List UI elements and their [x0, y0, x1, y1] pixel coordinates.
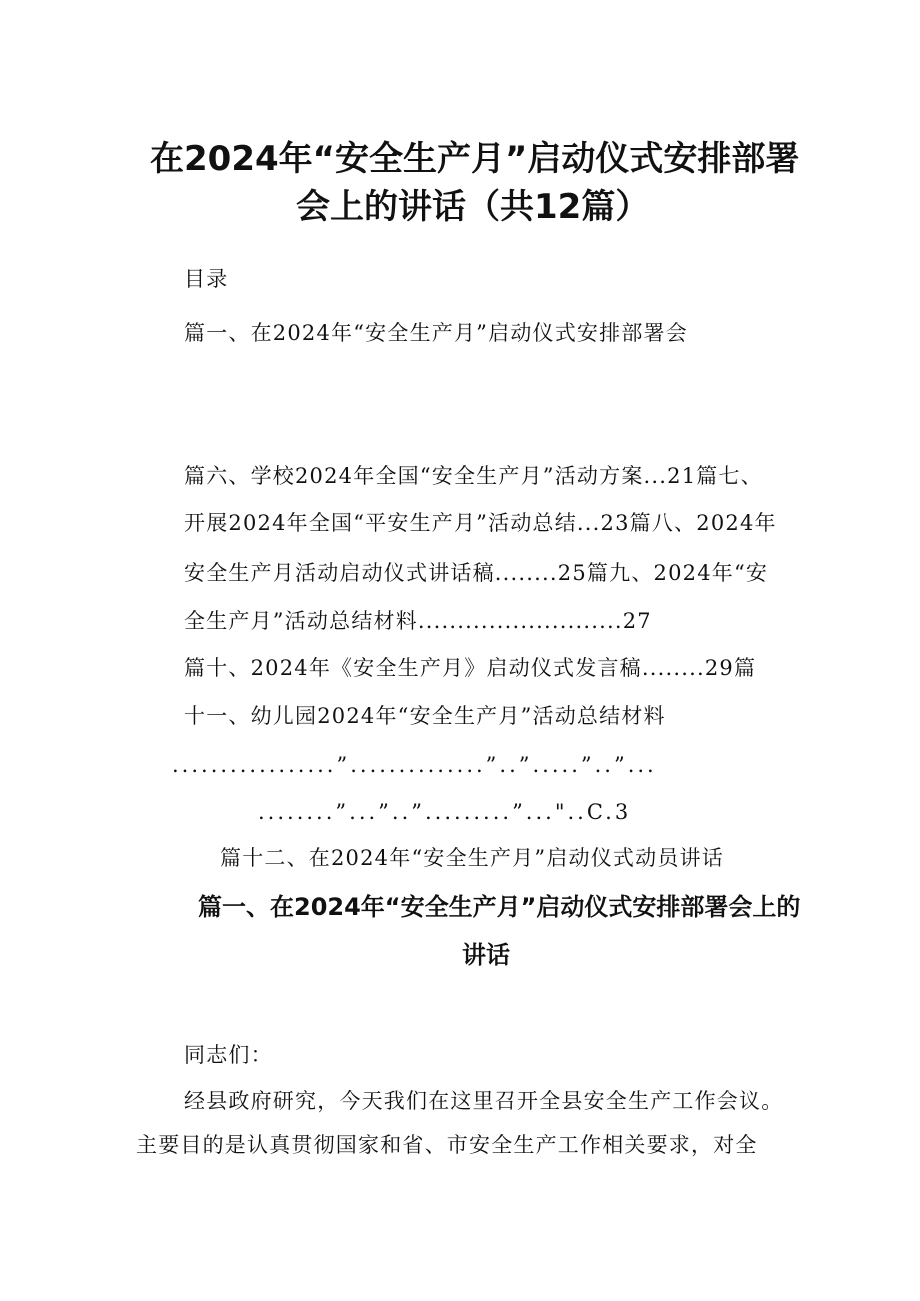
- toc-leader-line-2: ........”...”..”.........”..."..C.3: [258, 800, 632, 824]
- toc-entry-line-10: 篇十二、在2024年“安全生产月”启动仪式动员讲话: [220, 846, 724, 870]
- toc-entry-line-2: 篇六、学校2024年全国“安全生产月”活动方案...21篇七、: [184, 464, 763, 488]
- section-heading-line-1: 篇一、在2024年“安全生产月”启动仪式安排部署会上的: [198, 893, 801, 921]
- body-paragraph-line-2: 主要目的是认真贯彻国家和省、市安全生产工作相关要求，对全: [136, 1133, 758, 1157]
- greeting: 同志们：: [184, 1043, 273, 1067]
- section-heading-line-2: 讲话: [462, 941, 510, 969]
- toc-entry-1: 篇一、在2024年“安全生产月”启动仪式安排部署会: [184, 321, 688, 345]
- toc-entry-line-5: 全生产月”活动总结材料..........................27: [184, 609, 652, 633]
- toc-entry-line-7: 十一、幼儿园2024年“安全生产月”活动总结材料: [184, 704, 666, 728]
- toc-entry-line-6: 篇十、2024年《安全生产月》启动仪式发言稿........29篇: [184, 656, 757, 680]
- toc-leader-line-1: .................”..............”..”.....”..”...: [172, 753, 657, 777]
- body-paragraph-line-1: 经县政府研究，今天我们在这里召开全县安全生产工作会议。: [184, 1089, 784, 1113]
- document-title-line-1: 在2024年“安全生产月”启动仪式安排部署: [150, 139, 800, 179]
- toc-entry-line-3: 开展2024年全国“平安生产月”活动总结...23篇八、2024年: [184, 511, 777, 535]
- toc-label: 目录: [184, 267, 229, 291]
- toc-entry-line-4: 安全生产月活动启动仪式讲话稿........25篇九、2024年“安: [184, 561, 769, 585]
- document-title-line-2: 会上的讲话（共12篇）: [296, 187, 650, 227]
